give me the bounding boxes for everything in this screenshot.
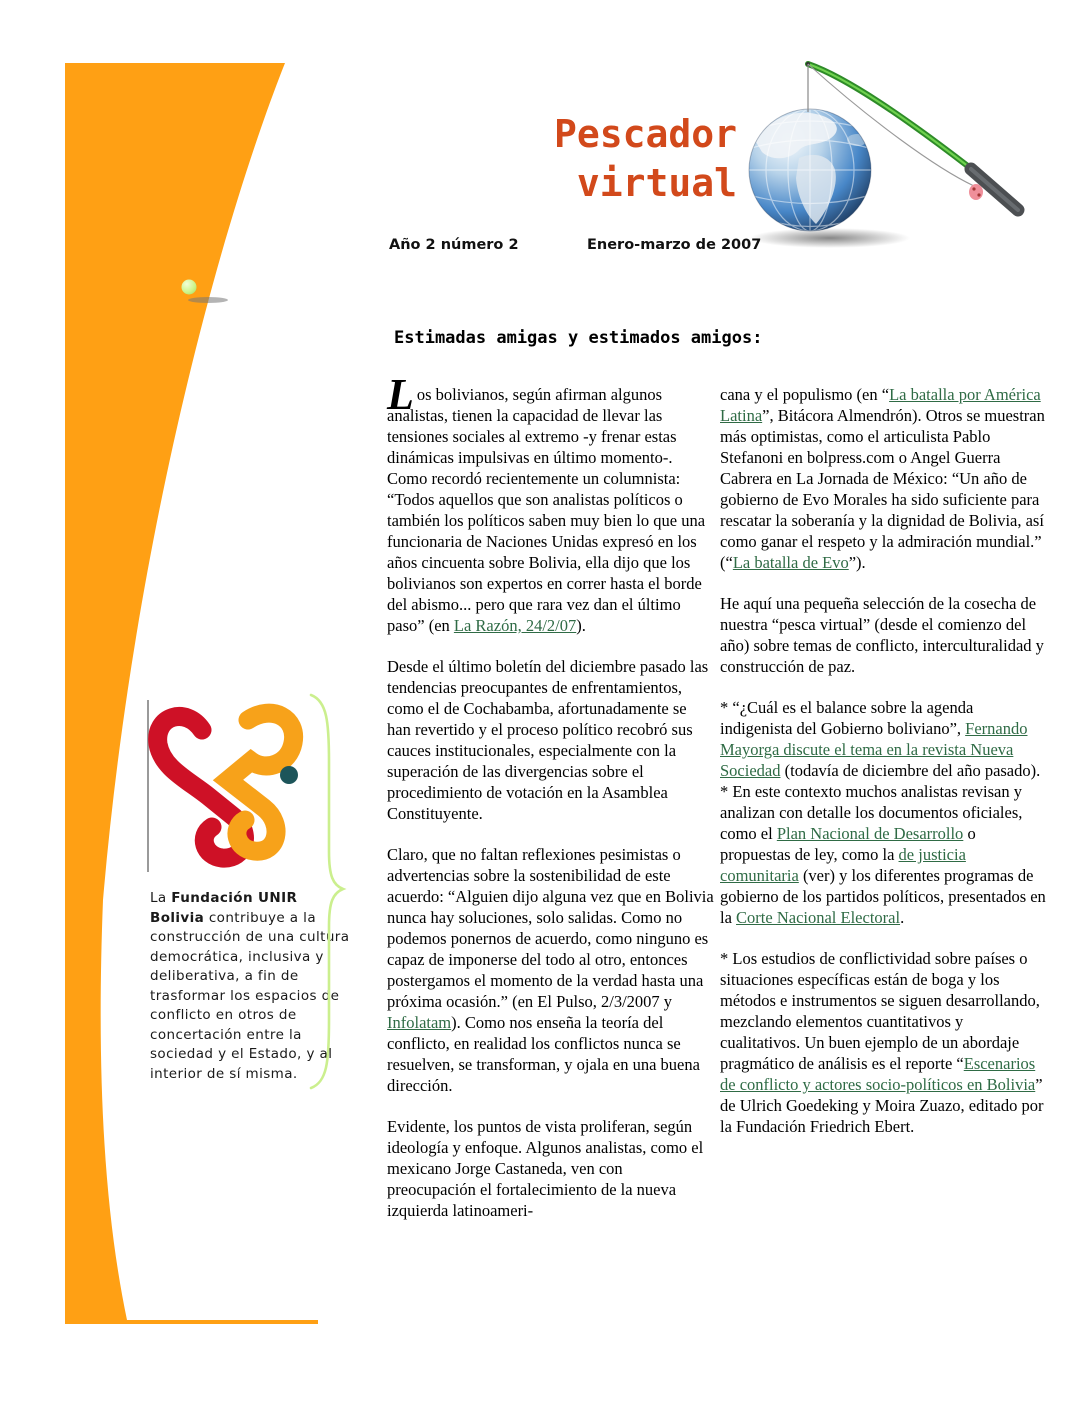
paragraph	[720, 593, 1047, 677]
article-column-right	[720, 384, 1047, 1157]
paragraph	[720, 697, 1047, 781]
text-run: o propuestas de ley, como la	[720, 824, 976, 864]
hyperlink[interactable]: Fernando Mayorga discute el tema en la revista Nueva Sociedad	[720, 719, 1028, 780]
globe-shadow	[750, 228, 910, 248]
text-run: cana y el populismo (en “	[720, 385, 890, 404]
text-run: contribuye a la construcción de una cultura democrática, inclusiva y deliberativa, a fin de trasformar los espacios de conflicto en otros de concertación entre la sociedad y el Estado, y al interior de sí misma.	[150, 909, 350, 1082]
unir-logo-teal-dot	[280, 766, 298, 784]
hyperlink[interactable]: La batalla de Evo	[732, 553, 849, 572]
text-run: Desde el último boletín del diciembre pasado las tendencias preocupantes de enfrentamientos, como el de Cochabamba, afortunadamente se han revertido y el proceso político recobró sus cauces institucionales, especialmente con la superación de las divergencias sobre el procedimiento de votación en la Asamblea Constituyente.	[387, 657, 709, 823]
hyperlink[interactable]: Escenarios de conflicto y actores socio-políticos en Bolivia	[720, 1054, 1036, 1094]
hyperlink[interactable]: La batalla por América Latina	[720, 385, 1041, 425]
drop-cap: L	[387, 370, 414, 419]
paragraph	[720, 781, 1047, 928]
greeting-line: Estimadas amigas y estimados amigos:	[394, 328, 763, 348]
paragraph	[720, 384, 1047, 573]
globe-fishing-rod-graphic	[740, 28, 1040, 256]
paragraph	[387, 370, 714, 636]
bold-text-run: Fundación UNIR Bolivia	[150, 890, 298, 926]
masthead-title-line2: virtual	[576, 161, 737, 205]
text-run: Evidente, los puntos de vista proliferan, según ideología y enfoque. Algunos analistas, como el mexicano Jorge Castaneda, ven con preocupación el fortalecimiento de la nueva izquierda latinoameri-	[387, 1117, 704, 1220]
date-label: Enero-marzo de 2007	[587, 237, 762, 253]
fish-lure-icon	[969, 184, 983, 200]
hyperlink[interactable]: Corte Nacional Electoral	[736, 908, 901, 927]
masthead-title	[397, 110, 737, 208]
hyperlink[interactable]: de justicia comunitaria	[720, 845, 966, 885]
text-run: ).	[576, 616, 586, 635]
text-run: os bolivianos, según afirman algunos analistas, tienen la capacidad de llevar las tensiones sociales al extremo -y frenar estas dinámicas impulsivas en último momento-. Como recordó recientemente un columnista: “Todos aquellos que son analistas políticos o también los políticos saben muy bien lo que una funcionaria de Naciones Unidas expresó en los años cincuenta sobre Bolivia, ella dijo que los bolivianos son expertos en correr hasta el borde del abismo... pero que rara vez dan el último paso” (en	[387, 385, 706, 635]
text-run: .	[900, 908, 905, 927]
text-run: Claro, que no faltan reflexiones pesimistas o advertencias sobre la sostenibilidad de este acuerdo: “Alguien dijo alguna vez que en Bolivia nunca hay soluciones, solo salidas. Como no podemos ponernos de acuerdo, como ninguno es capaz de imponerse del todo al otro, entonces postergamos el momento de la verdad hasta una próxima ocasión.” (en El Pulso, 2/3/2007 y	[387, 845, 714, 1011]
lure-spot	[977, 193, 980, 196]
issue-label: Año 2 número 2	[389, 237, 519, 253]
paragraph	[387, 844, 714, 1096]
hyperlink[interactable]: La Razón, 24/2/07	[453, 616, 577, 635]
tennis-ball-icon	[182, 280, 197, 295]
text-run: ”, Bitácora Almendrón). Otros se muestran más optimistas, como el articulista Pablo Stefanoni en bolpress.com o Angel Guerra Cabrera en La Jornada de México: “Un año de gobierno de Evo Morales ha sido suficiente para rescatar la soberanía y la dignidad de Bolivia, así como ganar el respeto y la admiración mundial.” (“	[720, 406, 1045, 572]
lure-spot	[972, 187, 975, 190]
hyperlink[interactable]: Plan Nacional de Desarrollo	[776, 824, 964, 843]
text-run: He aquí una pequeña selección de la cosecha de nuestra “pesca virtual” (desde el comienzo del año) sobre temas de conflicto, interculturalidad y construcción de paz.	[720, 594, 1044, 676]
text-run: * “¿Cuál es el balance sobre la agenda indigenista del Gobierno boliviano”,	[720, 698, 974, 738]
text-run: * Los estudios de conflictividad sobre países o situaciones específicas están de boga y los métodos e instrumentos se siguen desarrollando, mezclando elementos cuantitativos y cualitativos. Un buen ejemplo de un abordaje pragmático de análisis es el reporte “	[720, 949, 1040, 1073]
orange-swoosh-shape	[65, 63, 318, 1324]
text-run: (todavía de diciembre del año pasado).	[780, 761, 1041, 780]
hyperlink[interactable]: Infolatam	[387, 1013, 452, 1032]
text-run: ”).	[848, 553, 866, 572]
paragraph	[387, 1116, 714, 1221]
unir-logo	[146, 698, 314, 880]
paragraph	[387, 656, 714, 824]
paragraph	[720, 948, 1047, 1137]
text-run: La	[150, 890, 172, 906]
text-run: * En este contexto muchos analistas revisan y analizan con detalle los documentos oficiales, como el	[720, 782, 1023, 843]
green-brace-icon	[303, 690, 349, 1094]
ball-shadow	[188, 297, 228, 303]
masthead-title-line1: Pescador	[553, 112, 737, 156]
text-run: (ver) y los diferentes programas de gobierno de los partidos políticos, presentados en la	[720, 866, 1046, 927]
text-run: ” de Ulrich Goedeking y Moira Zuazo, editado por la Fundación Friedrich Ebert.	[720, 1075, 1044, 1136]
text-run: ). Como nos enseña la teoría del conflicto, en realidad los conflictos nunca se resuelven, se transforman, y ojala en una buena dirección.	[387, 1013, 700, 1095]
article-column-left	[387, 370, 714, 1241]
